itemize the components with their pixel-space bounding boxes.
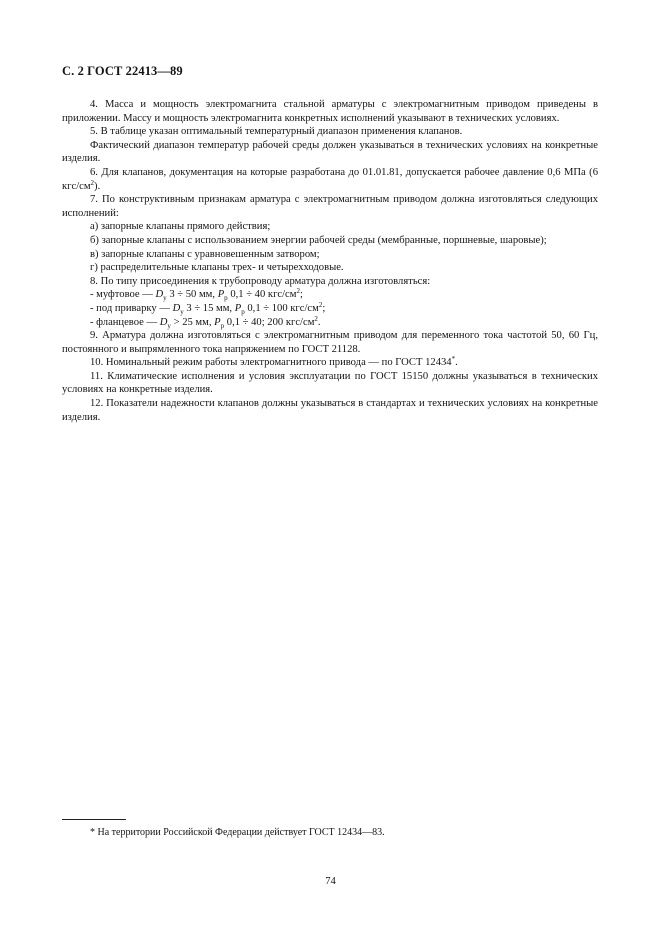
subscript-r: р	[220, 321, 225, 330]
paragraph-9: 9. Арматура должна изготовляться с электромагнитным приводом для переменного тока частотой 50, 60 Гц, постоянного и выпрямленного тока напряжением по ГОСТ 21128.	[62, 330, 598, 355]
footnote-mark: *	[451, 355, 456, 364]
text: 0,1 ÷ 40; 200 кгс/см	[224, 316, 315, 328]
symbol-p: P	[234, 302, 242, 314]
text: ;	[322, 302, 326, 314]
subscript-y: у	[180, 307, 184, 316]
symbol-p: P	[214, 316, 221, 328]
paragraph-7: 7. По конструктивным признакам арматура с электромагнитным приводом должна изготовляться следующих исполнений:	[62, 194, 598, 219]
page-header: С. 2 ГОСТ 22413—89	[62, 64, 183, 78]
text: - под приварку —	[90, 302, 173, 314]
footnote-divider	[62, 819, 126, 820]
paragraph-7-item-d: г) распределительные клапаны трех- и четырехходовые.	[90, 262, 344, 274]
paragraph-8: 8. По типу присоединения к трубопроводу арматура должна изготовляться:	[90, 275, 431, 287]
text: 3 ÷ 15 мм,	[183, 302, 235, 314]
paragraph-10	[62, 356, 598, 370]
superscript: 2	[318, 300, 323, 309]
text: .	[317, 316, 321, 328]
connection-coupling	[62, 288, 598, 302]
paragraph-10-end: .	[455, 357, 458, 369]
paragraph-5: 5. В таблице указан оптимальный температурный диапазон применения клапанов.	[90, 126, 463, 138]
paragraph-5-continuation: Фактический диапазон температур рабочей среды должен указываться в технических условиях на конкретные изделия.	[62, 139, 598, 165]
paragraph-10-text: 10. Номинальный режим работы электромагнитного привода — по ГОСТ 12434	[90, 357, 452, 369]
subscript-r: р	[224, 294, 228, 303]
paragraph-6-end: ).	[94, 180, 101, 192]
text: 0,1 ÷ 40 кгс/см	[227, 289, 297, 301]
text: - фланцевое —	[90, 316, 160, 328]
symbol-p: P	[217, 289, 225, 301]
document-body	[62, 98, 598, 424]
paragraph-7-item-c: в) запорные клапаны с уравновешенным затвором;	[90, 248, 320, 260]
paragraph-4: 4. Масса и мощность электромагнита стальной арматуры с электромагнитным приводом приведены в приложении. Массу и мощность электромагнита конкретных исполнений указывают в технических условиях.	[62, 99, 598, 124]
text: 0,1 ÷ 100 кгс/см	[244, 302, 319, 314]
superscript: 2	[296, 287, 300, 296]
symbol-d: D	[155, 289, 164, 301]
paragraph-7-item-a: а) запорные клапаны прямого действия;	[90, 221, 271, 233]
symbol-d: D	[159, 316, 168, 328]
footnote: * На территории Российской Федерации действует ГОСТ 12434—83.	[90, 827, 385, 838]
superscript: 2	[90, 178, 95, 187]
connection-flanged	[62, 316, 598, 330]
paragraph-6-text: 6. Для клапанов, документация на которые разработана до 01.01.81, допускается рабочее давление 0,6 МПа (6 кгс/см	[62, 166, 598, 192]
text: > 25 мм,	[170, 316, 215, 328]
text: ;	[299, 289, 303, 301]
connection-welded	[62, 302, 598, 316]
symbol-d: D	[172, 302, 181, 314]
superscript: 2	[314, 314, 318, 323]
paragraph-6	[62, 166, 598, 193]
subscript-y: у	[163, 294, 167, 303]
text: 3 ÷ 50 мм,	[166, 289, 218, 301]
subscript-y: у	[167, 321, 171, 330]
page-number: 74	[325, 876, 336, 887]
subscript-r: р	[241, 307, 245, 316]
paragraph-12: 12. Показатели надежности клапанов должны указываться в стандартах и технических условиях на конкретные изделия.	[62, 398, 598, 423]
paragraph-7-item-b: б) запорные клапаны с использованием энергии рабочей среды (мембранные, поршневые, шаровые);	[90, 234, 547, 246]
paragraph-11: 11. Климатические исполнения и условия эксплуатации по ГОСТ 15150 должны указываться в технических условиях на конкретные изделия.	[62, 370, 598, 396]
text: - муфтовое —	[90, 289, 156, 301]
